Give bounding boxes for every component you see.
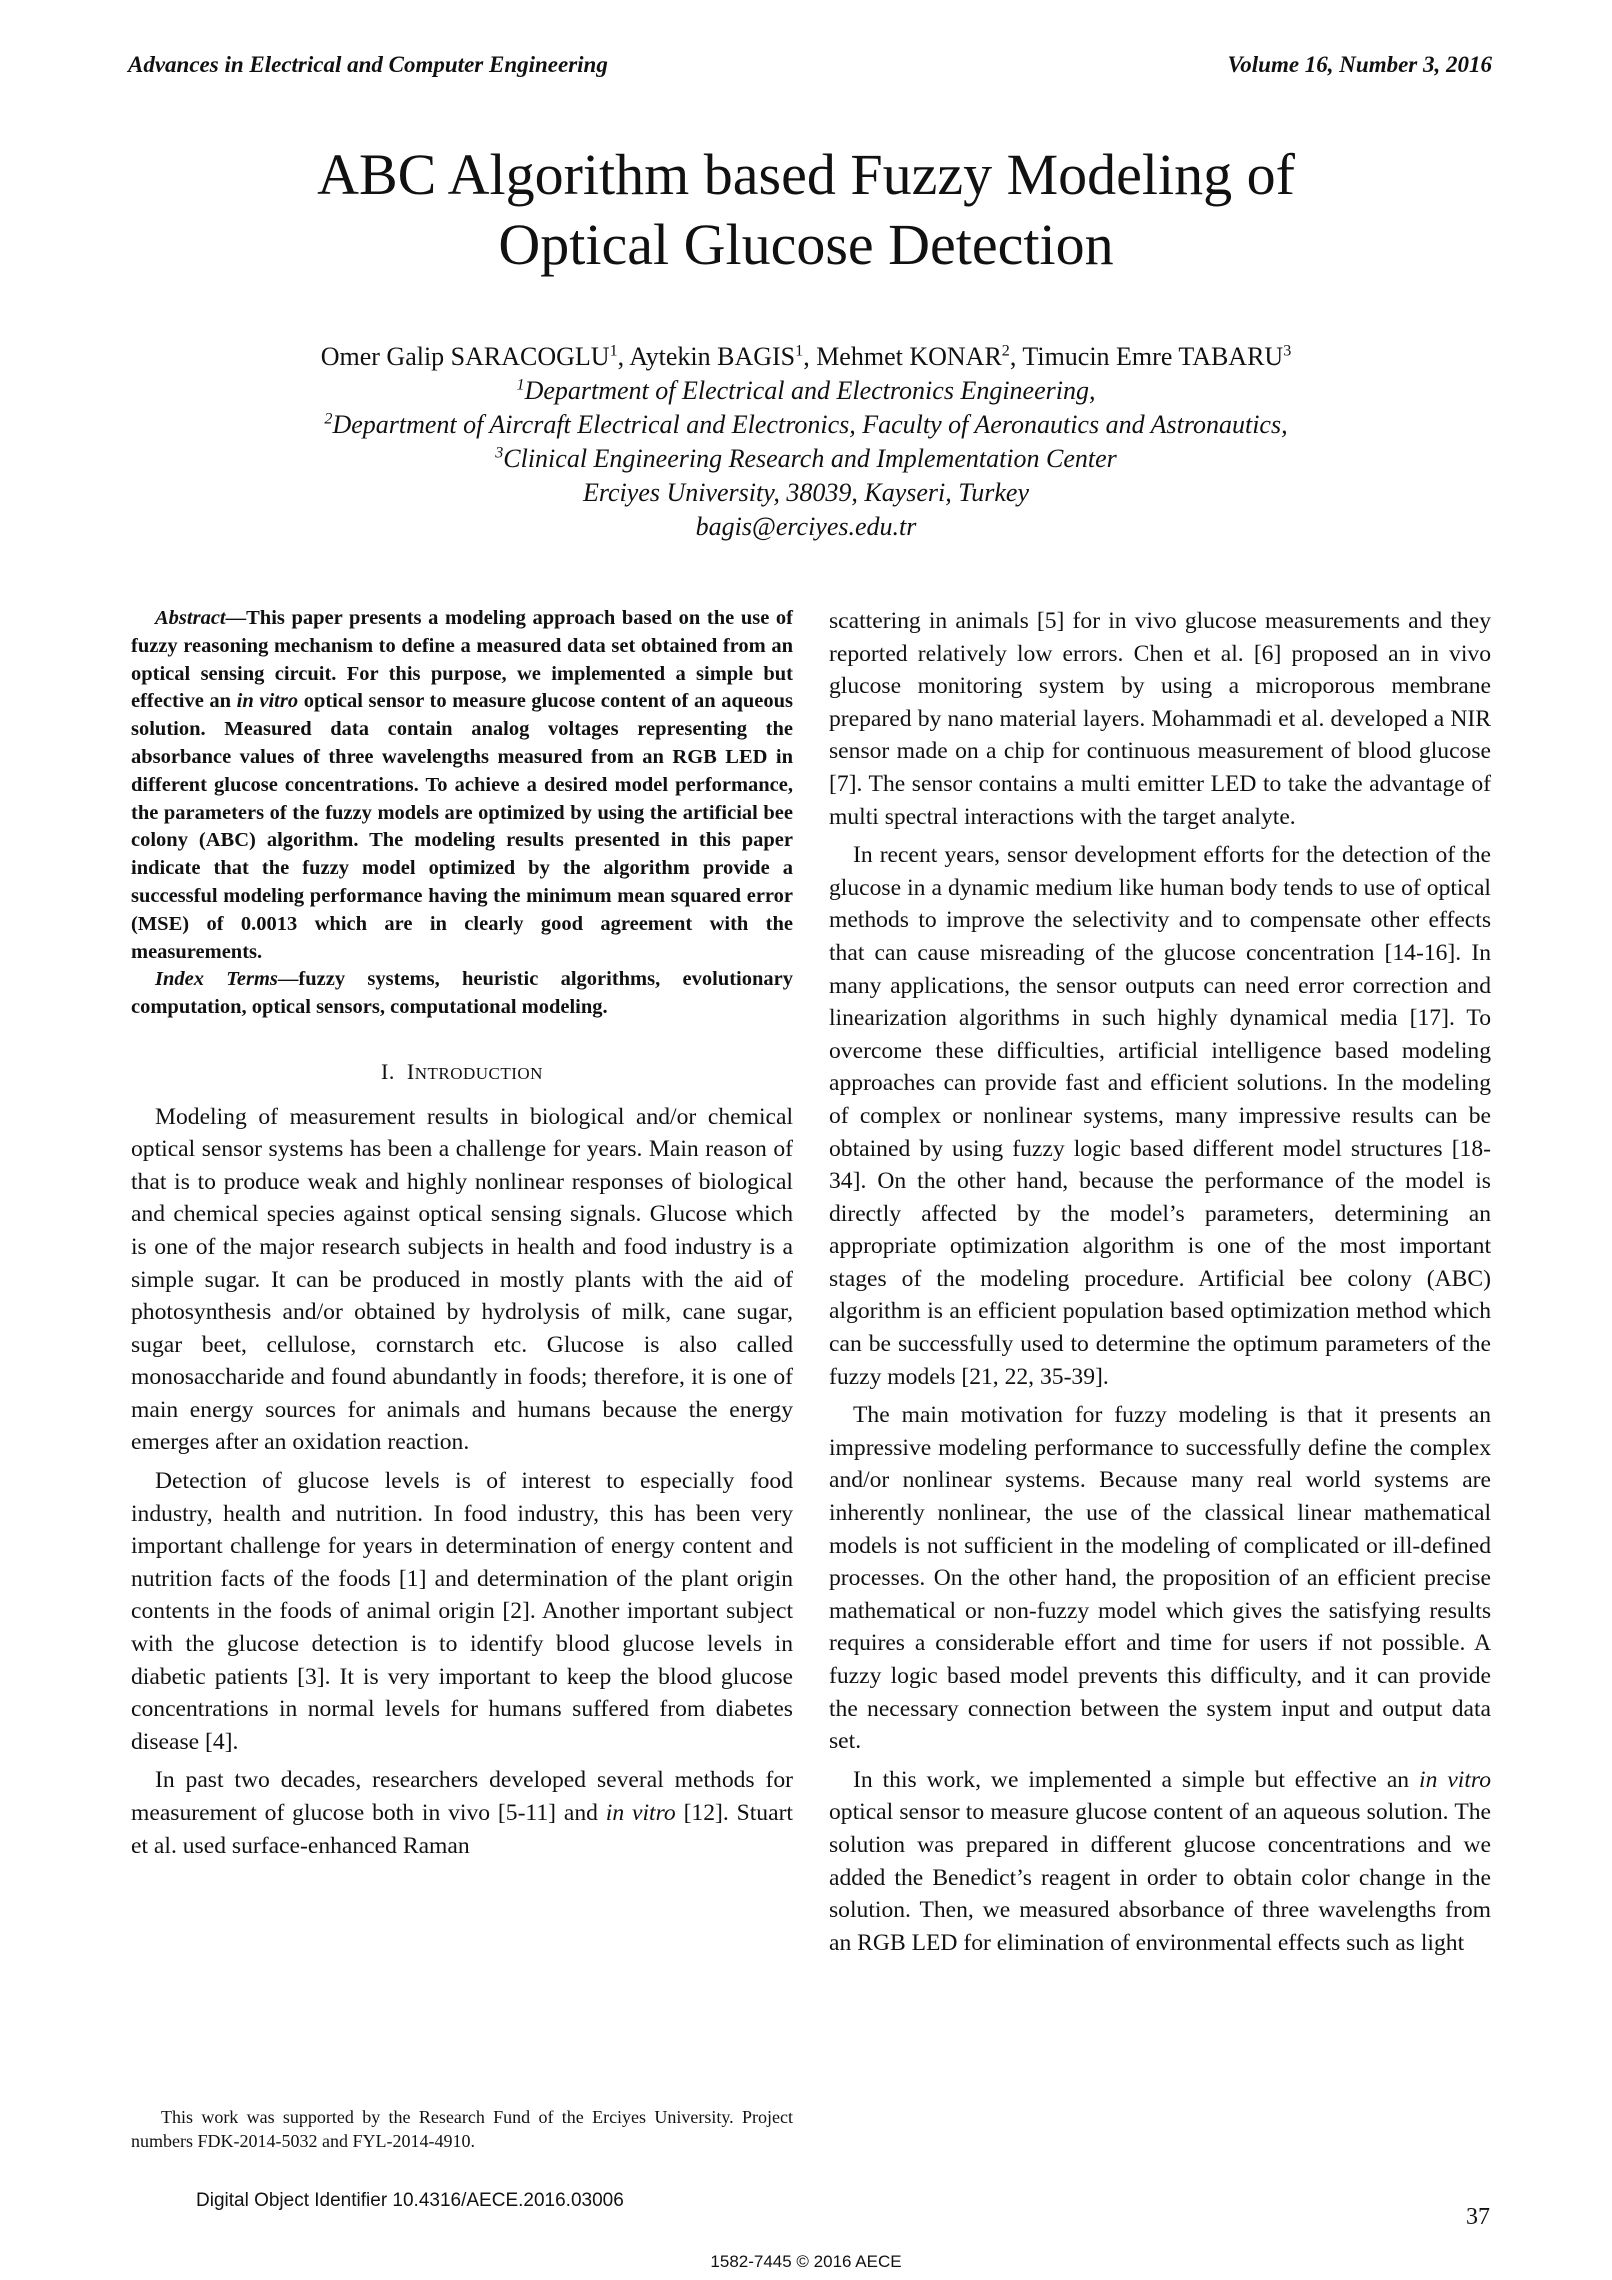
affiliation-1-sup: 1 (516, 376, 525, 394)
affiliation-3 (130, 442, 1482, 476)
abstract-dash: — (225, 607, 247, 629)
affiliation-3-text: Clinical Engineering Research and Implementation Center (503, 444, 1117, 473)
doi: Digital Object Identifier 10.4316/AECE.2016.03006 (196, 2190, 624, 2211)
right-p4-italic: in vitro (1419, 1766, 1492, 1793)
right-p4-b: optical sensor to measure glucose content of an aqueous solution. The solution was prepared in different glucose concentrations and we added the Benedict’s reagent in order to obtain color change in the solution. Then, we measured absorbance of three wavelengths from an RGB LED for elimination of environmental effects such as light (829, 1799, 1491, 1956)
affiliation-2-sup: 2 (324, 410, 333, 428)
paper-title (130, 140, 1482, 280)
author-1-sup: 1 (609, 342, 618, 360)
author-2: Aytekin BAGIS (629, 342, 796, 371)
index-terms-label: Index Terms (155, 968, 278, 991)
title-line-2: Optical Glucose Detection (498, 212, 1114, 277)
affiliation-2-text: Department of Aircraft Electrical and Electronics, Faculty of Aeronautics and Astronautics, (332, 410, 1288, 439)
title-line-1: ABC Algorithm based Fuzzy Modeling of (317, 142, 1295, 207)
affiliation-1 (130, 374, 1482, 408)
abstract-label: Abstract (155, 607, 226, 629)
left-column (131, 605, 793, 1862)
intro-p3-b: [12]. Stuart et al. used surface-enhanced Raman (131, 1800, 793, 1859)
right-paragraph-4 (829, 1764, 1491, 1960)
author-3-sup: 2 (1001, 342, 1010, 360)
right-paragraph-1: scattering in animals [5] for in vivo glucose measurements and they reported relatively low errors. Chen et al. [6] proposed an in vivo glucose monitoring system by using a microporous membrane prepared by nano material layers. Mohammadi et al. developed a NIR sensor made on a chip for continuous measurement of blood glucose [7]. The sensor contains a multi emitter LED to take the advantage of multi spectral interactions with the target analyte. (829, 608, 1491, 830)
right-paragraph-3: The main motivation for fuzzy modeling is that it presents an impressive modeling performance to successfully define the complex and/or nonlinear systems. Because many real world systems are inherently nonlinear, the use of the classical linear mathematical models is not sufficient in the modeling of complicated or ill-defined processes. On the other hand, the proposition of an efficient precise mathematical or non-fuzzy model which gives the satisfying results requires a considerable effort and time for users if not possible. A fuzzy logic based model prevents this difficulty, and it can provide the necessary connection between the system input and output data set. (829, 1402, 1491, 1755)
funding-footnote: This work was supported by the Research Fund of the Erciyes University. Project numbers FDK-2014-5032 and FYL-2014-4910. (131, 2107, 793, 2151)
author-4: Timucin Emre TABARU (1022, 342, 1284, 371)
right-column (829, 605, 1491, 1959)
email[interactable]: bagis@erciyes.edu.tr (695, 512, 917, 541)
index-terms-dash: — (277, 968, 299, 991)
intro-p3-italic: in vitro (605, 1800, 676, 1827)
author-2-sup: 1 (795, 342, 804, 360)
university: Erciyes University, 38039, Kayseri, Turkey (582, 478, 1029, 507)
index-terms-text: fuzzy systems, heuristic algorithms, evolutionary computation, optical sensors, computational modeling. (131, 968, 793, 1019)
index-terms (131, 966, 793, 1022)
author-4-sup: 3 (1283, 342, 1292, 360)
section-title-rest: NTRODUCTION (414, 1063, 543, 1083)
author-list: Omer Galip SARACOGLU$^1$, Aytekin BAGIS$^1$, Mehmet KONAR$^2$, Timucin Emre TABARU$^3$ (320, 342, 1292, 371)
author-3: Mehmet KONAR (816, 342, 1002, 371)
section-heading-introduction (131, 1056, 793, 1091)
affiliation-1-text: Department of Electrical and Electronics Engineering, (524, 376, 1096, 405)
volume-info: Volume 16, Number 3, 2016 (1227, 52, 1492, 77)
abstract (131, 605, 793, 966)
abstract-text-1: This paper presents a modeling approach based on the use of fuzzy reasoning mechanism to define a measured data set obtained from an optical sensing circuit. For this purpose, we implemented a simple but effective an (131, 607, 793, 713)
author-block (130, 340, 1482, 544)
intro-p3-a: In past two decades, researchers developed several methods for measurement of glucose both in vivo [5-11] and (131, 1767, 793, 1827)
journal-name: Advances in Electrical and Computer Engineering (128, 52, 608, 77)
section-title-first: I (406, 1058, 415, 1084)
section-number: I. (381, 1058, 395, 1084)
author-1: Omer Galip SARACOGLU (320, 342, 610, 371)
intro-paragraph-3 (131, 1764, 793, 1862)
issn-copyright: 1582-7445 © 2016 AECE (710, 2252, 902, 2271)
affiliation-2 (130, 408, 1482, 442)
page-number: 37 (1466, 2204, 1490, 2230)
intro-paragraph-1: Modeling of measurement results in biological and/or chemical optical sensor systems has been a challenge for years. Main reason of that is to produce weak and highly nonlinear responses of biological and chemical species against optical sensing signals. Glucose which is one of the major research subjects in health and food industry is a simple sugar. It can be produced in mostly plants with the aid of photosynthesis and/or obtained by hydrolysis of milk, cane sugar, sugar beet, cellulose, cornstarch etc. Glucose is also called monosaccharide and found abundantly in foods; therefore, it is one of main energy sources for animals and humans because the energy emerges after an oxidation reaction. (131, 1103, 793, 1456)
affiliation-3-sup: 3 (495, 444, 504, 462)
abstract-italic: in vitro (236, 690, 299, 713)
right-paragraph-2: In recent years, sensor development efforts for the detection of the glucose in a dynamic medium like human body tends to use of optical methods to improve the selectivity and to compensate other effects that can cause misreading of the glucose concentration [14-16]. In many applications, the sensor outputs can need error correction and linearization algorithms in such highly dynamical media [17]. To overcome these difficulties, artificial intelligence based modeling approaches can provide fast and efficient solutions. In the modeling of complex or nonlinear systems, many impressive results can be obtained by using fuzzy logic based different model structures [18-34]. On the other hand, because the performance of the model is directly affected by the model’s parameters, determining an appropriate optimization algorithm is one of the most important stages of the modeling procedure. Artificial bee colony (ABC) algorithm is an efficient population based optimization method which can be successfully used to determine the optimum parameters of the fuzzy models [21, 22, 35-39]. (829, 842, 1491, 1390)
right-p4-a: In this work, we implemented a simple but effective an (853, 1766, 1420, 1793)
abstract-text-2: optical sensor to measure glucose content of an aqueous solution. Measured data contain analog voltages representing the absorbance values of three wavelengths measured from an RGB LED in different glucose concentrations. To achieve a desired model performance, the parameters of the fuzzy models are optimized by using the artificial bee colony (ABC) algorithm. The modeling results presented in this paper indicate that the fuzzy model optimized by the algorithm provide a successful modeling performance having the minimum mean squared error (MSE) of 0.0013 which are in clearly good agreement with the measurements. (131, 690, 793, 963)
intro-paragraph-2: Detection of glucose levels is of interest to especially food industry, health and nutrition. In food industry, this has been very important challenge for years in determination of energy content and nutrition facts of the foods [1] and determination of the plant origin contents in the foods of animal origin [2]. Another important subject with the glucose detection is to identify blood glucose levels in diabetic patients [3]. It is very important to keep the blood glucose concentrations in normal levels for humans suffered from diabetes disease [4]. (131, 1468, 793, 1755)
